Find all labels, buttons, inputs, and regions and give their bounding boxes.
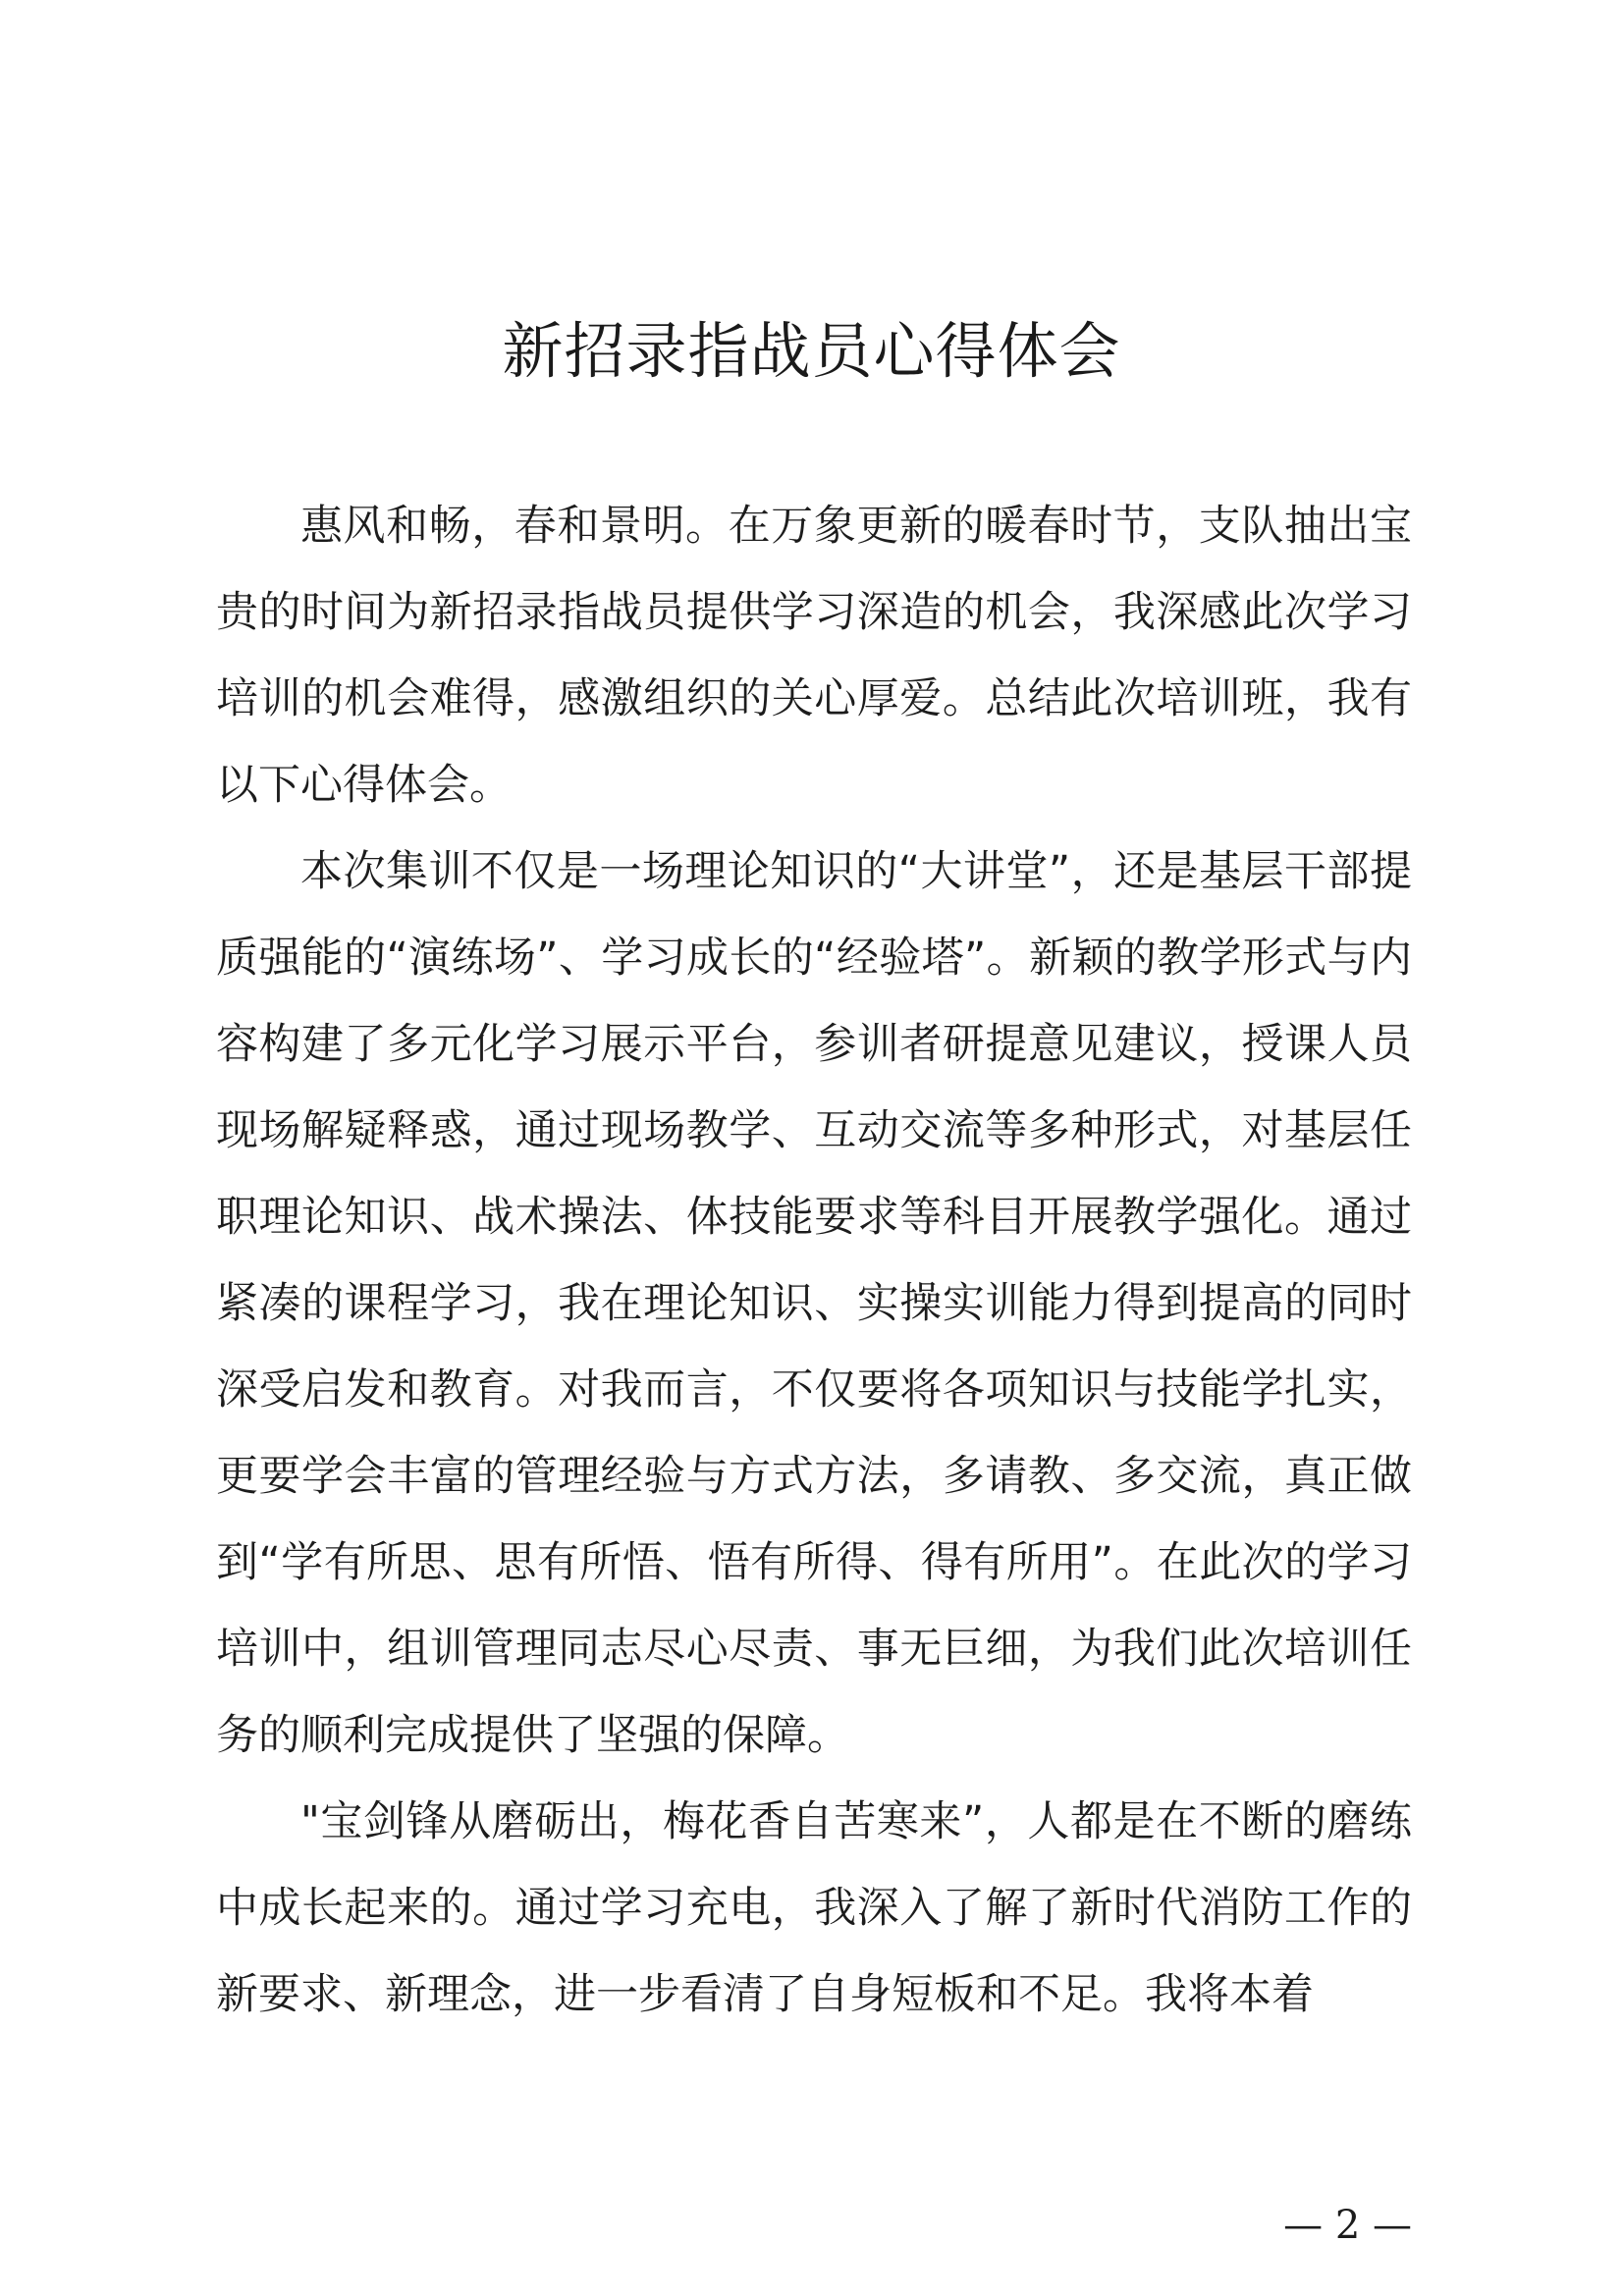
document-body (216, 483, 1412, 2038)
paragraph-intro: 惠风和畅，春和景明。在万象更新的暖春时节，支队抽出宝贵的时间为新招录指战员提供学习深造的机会，我深感此次学习培训的机会难得，感激组织的关心厚爱。总结此次培训班，我有以下心得体会。 (216, 502, 1412, 810)
paragraph-training: 本次集训不仅是一场理论知识的“大讲堂”，还是基层干部提质强能的“演练场”、学习成长的“经验塔”。新颖的教学形式与内容构建了多元化学习展示平台，参训者研提意见建议，授课人员现场解疑释惑，通过现场教学、互动交流等多种形式，对基层任职理论知识、战术操法、体技能要求等科目开展教学强化。通过紧凑的课程学习，我在理论知识、实操实训能力得到提高的同时深受启发和教育。对我而言，不仅要将各项知识与技能学扎实，更要学会丰富的管理经验与方式方法，多请教、多交流，真正做到“学有所思、思有所悟、悟有所得、得有所用”。在此次的学习培训中，组训管理同志尽心尽责、事无巨细，为我们此次培训任务的顺利完成提供了坚强的保障。 (216, 847, 1412, 1760)
document-title: 新招录指战员心得体会 (502, 315, 1121, 387)
page-number: — 2 — (1283, 2203, 1412, 2248)
paragraph-growth: "宝剑锋从磨砺出，梅花香自苦寒来”，人都是在不断的磨练中成长起来的。通过学习充电，我深入了解了新时代消防工作的新要求、新理念，进一步看清了自身短板和不足。我将本着 (216, 1797, 1412, 2019)
